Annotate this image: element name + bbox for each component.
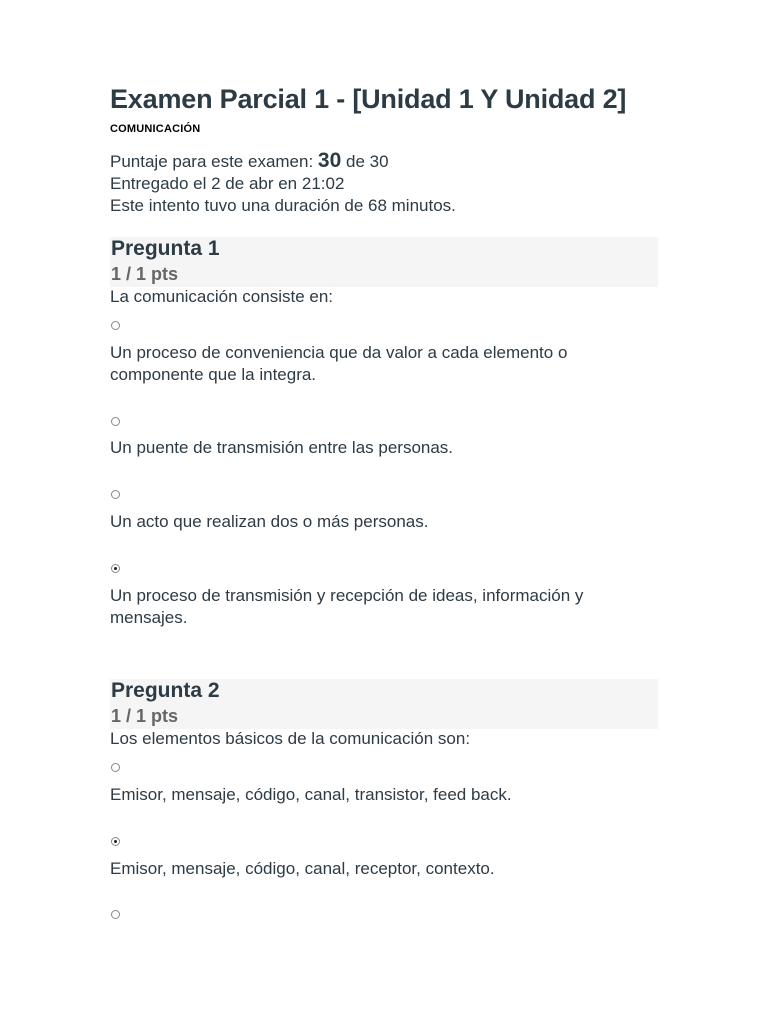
question-name: Pregunta 2 xyxy=(111,679,220,702)
answer-radio[interactable] xyxy=(111,763,120,772)
quiz-summary xyxy=(110,150,456,217)
question-header xyxy=(110,679,658,729)
page-title: Examen Parcial 1 - [Unidad 1 Y Unidad 2] xyxy=(110,84,627,114)
answer-radio[interactable] xyxy=(111,321,120,330)
score-line xyxy=(110,150,456,173)
submitted-date: Entregado el 2 de abr en 21:02 xyxy=(110,174,345,193)
score-total: de 30 xyxy=(341,152,389,171)
answer-text: Emisor, mensaje, código, canal, transistor, feed back. xyxy=(110,785,512,804)
answer-radio[interactable] xyxy=(111,490,120,499)
question-points: 1 / 1 pts xyxy=(111,706,179,726)
question-points: 1 / 1 pts xyxy=(111,264,179,284)
score-label: Puntaje para este examen: xyxy=(110,152,318,171)
question-text: La comunicación consiste en: xyxy=(110,287,334,306)
question-text: Los elementos básicos de la comunicación son: xyxy=(110,729,471,748)
question-name: Pregunta 1 xyxy=(111,237,220,260)
answer-text: Un acto que realizan dos o más personas. xyxy=(110,512,429,531)
answer-text: Emisor, mensaje, código, canal, receptor, contexto. xyxy=(110,859,495,878)
question-header xyxy=(110,237,658,287)
answer-radio[interactable] xyxy=(111,564,120,573)
answer-text: Un proceso de conveniencia que da valor a cada elemento o componente que la integra. xyxy=(110,343,568,384)
answer-text: Un puente de transmisión entre las personas. xyxy=(110,438,454,457)
answer-text: Un proceso de transmisión y recepción de ideas, información y mensajes. xyxy=(110,586,584,627)
score-value: 30 xyxy=(317,149,342,172)
course-name: COMUNICACIÓN xyxy=(110,123,201,135)
answer-radio[interactable] xyxy=(111,417,120,426)
attempt-duration: Este intento tuvo una duración de 68 minutos. xyxy=(110,196,456,215)
answer-radio[interactable] xyxy=(111,910,120,919)
answer-radio[interactable] xyxy=(111,837,120,846)
